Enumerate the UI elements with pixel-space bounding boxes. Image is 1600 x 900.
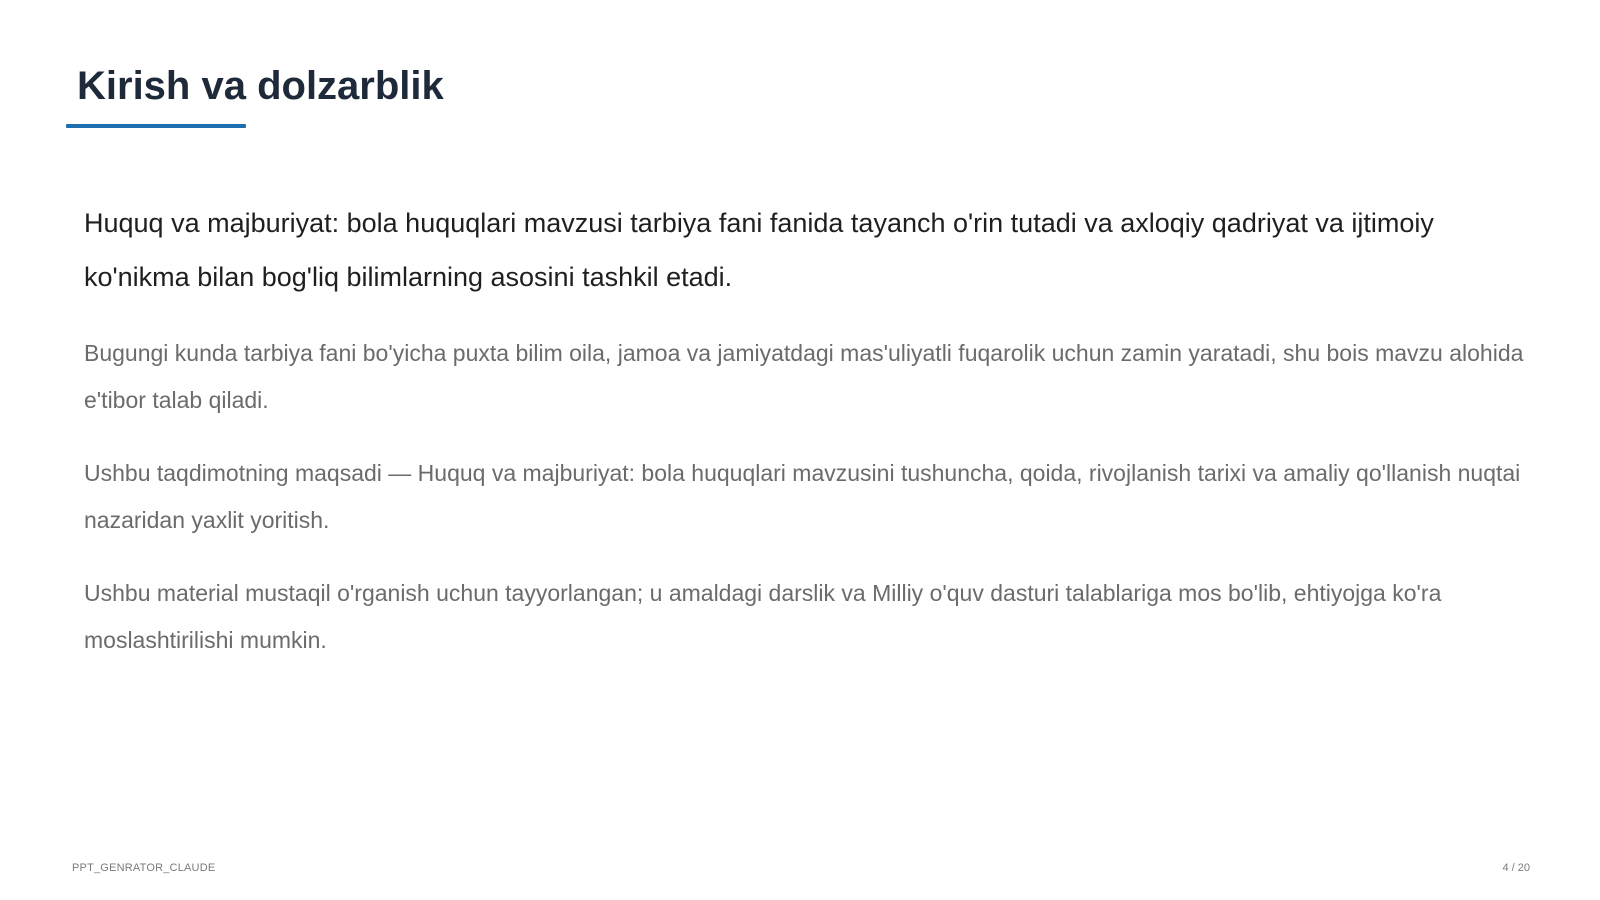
- page-number: 4 / 20: [1502, 862, 1530, 874]
- slide-title: Kirish va dolzarblik: [77, 64, 444, 108]
- title-accent-underline: [66, 124, 246, 128]
- footer-source-label: PPT_GENRATOR_CLAUDE: [72, 862, 216, 874]
- body-paragraph: Ushbu material mustaqil o'rganish uchun tayyorlangan; u amaldagi darslik va Milliy o'quv dasturi talablariga mos bo'lib, ehtiyojga ko'ra moslashtirilishi mumkin.: [84, 580, 1442, 653]
- body-paragraph: Bugungi kunda tarbiya fani bo'yicha puxta bilim oila, jamoa va jamiyatdagi mas'uliyatli fuqarolik uchun zamin yaratadi, shu bois mavzu alohida e'tibor talab qiladi.: [84, 340, 1524, 413]
- body-paragraph: Ushbu taqdimotning maqsadi — Huquq va majburiyat: bola huquqlari mavzusini tushuncha, qoida, rivojlanish tarixi va amaliy qo'llanish nuqtai nazaridan yaxlit yoritish.: [84, 460, 1521, 533]
- lead-paragraph: Huquq va majburiyat: bola huquqlari mavzusi tarbiya fani fanida tayanch o'rin tutadi va axloqiy qadriyat va ijtimoiy ko'nikma bilan bog'liq bilimlarning asosini tashkil etadi.: [84, 208, 1434, 292]
